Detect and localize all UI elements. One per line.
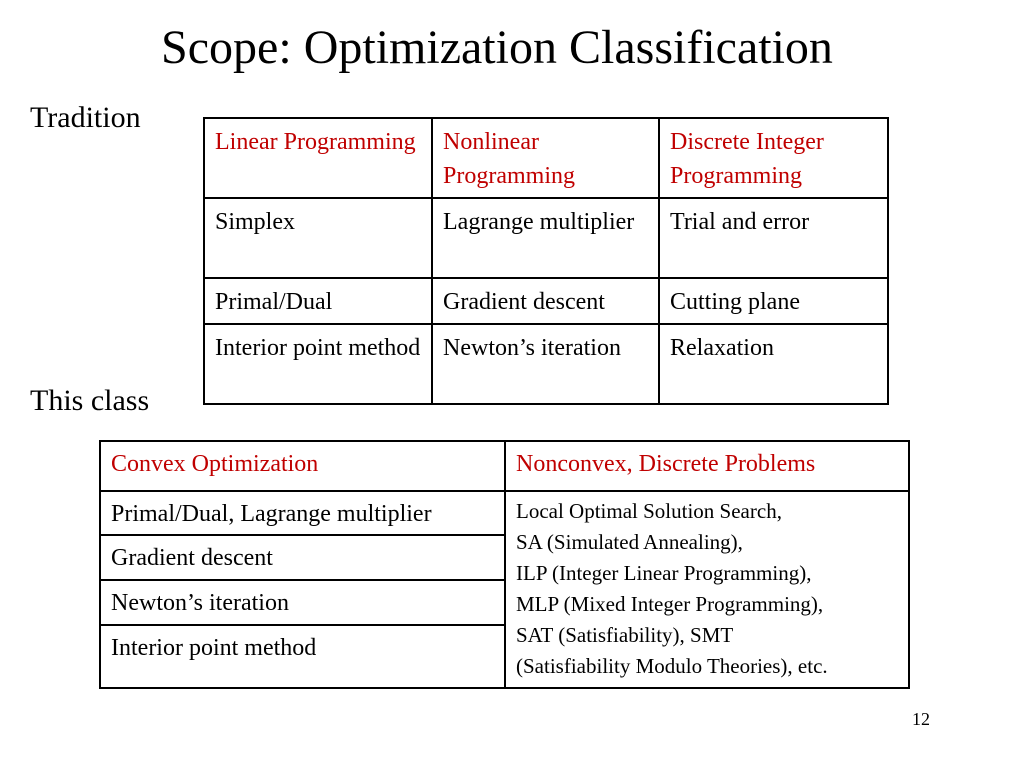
- table-cell: [204, 198, 432, 278]
- cell-interior-point-method: Interior point method: [215, 335, 421, 361]
- class-header-cell: [505, 441, 909, 491]
- table-row: [100, 491, 909, 535]
- list-item: SAT (Satisfiability), SMT: [516, 623, 734, 647]
- tradition-header-cell: [659, 118, 888, 198]
- cell-primal-dual-lagrange: Primal/Dual, Lagrange multiplier: [111, 501, 432, 527]
- tradition-header-row: [204, 118, 888, 198]
- cell-interior-point-method: Interior point method: [111, 635, 317, 661]
- table-cell: [432, 324, 659, 404]
- tradition-header-cell: [204, 118, 432, 198]
- table-cell: [204, 278, 432, 324]
- table-cell: [100, 580, 505, 625]
- class-header-row: [100, 441, 909, 491]
- table-cell: [100, 491, 505, 535]
- header-nonlinear-programming: Nonlinear Programming: [443, 129, 575, 189]
- table-cell: [100, 535, 505, 580]
- table-row: [204, 278, 888, 324]
- tradition-table: [203, 117, 889, 405]
- cell-gradient-descent: Gradient descent: [111, 545, 273, 571]
- list-item: SA (Simulated Annealing),: [516, 530, 743, 554]
- tradition-header-cell: [432, 118, 659, 198]
- table-cell: [432, 198, 659, 278]
- header-linear-programming: Linear Programming: [215, 129, 416, 155]
- nonconvex-methods-list: [506, 492, 908, 682]
- cell-simplex: Simplex: [215, 209, 296, 235]
- class-header-cell: [100, 441, 505, 491]
- cell-lagrange-multiplier: Lagrange multiplier: [443, 209, 635, 235]
- table-cell: [204, 324, 432, 404]
- cell-trial-and-error: Trial and error: [670, 209, 810, 235]
- cell-relaxation: Relaxation: [670, 335, 774, 361]
- table-cell: [659, 278, 888, 324]
- list-item: MLP (Mixed Integer Programming),: [516, 592, 824, 616]
- cell-newtons-iteration: Newton’s iteration: [443, 335, 621, 361]
- this-class-label: This class: [30, 384, 150, 417]
- tradition-label: Tradition: [30, 101, 141, 134]
- cell-primal-dual: Primal/Dual: [215, 289, 333, 315]
- cell-gradient-descent: Gradient descent: [443, 289, 605, 315]
- header-convex-optimization: Convex Optimization: [111, 451, 319, 477]
- cell-cutting-plane: Cutting plane: [670, 289, 800, 315]
- header-discrete-integer-programming: Discrete Integer Programming: [670, 129, 824, 189]
- table-cell: [432, 278, 659, 324]
- list-item: (Satisfiability Modulo Theories), etc.: [516, 654, 828, 678]
- nonconvex-methods-cell: [505, 491, 909, 688]
- table-cell: [659, 324, 888, 404]
- table-row: [204, 198, 888, 278]
- table-cell: [100, 625, 505, 688]
- slide-title: Scope: Optimization Classification: [161, 21, 833, 74]
- page-number: 12: [912, 709, 930, 729]
- table-cell: [659, 198, 888, 278]
- class-table: [99, 440, 910, 689]
- header-nonconvex-discrete-problems: Nonconvex, Discrete Problems: [516, 451, 816, 477]
- list-item: ILP (Integer Linear Programming),: [516, 561, 812, 585]
- cell-newtons-iteration: Newton’s iteration: [111, 590, 289, 616]
- list-item: Local Optimal Solution Search,: [516, 499, 782, 523]
- table-row: [204, 324, 888, 404]
